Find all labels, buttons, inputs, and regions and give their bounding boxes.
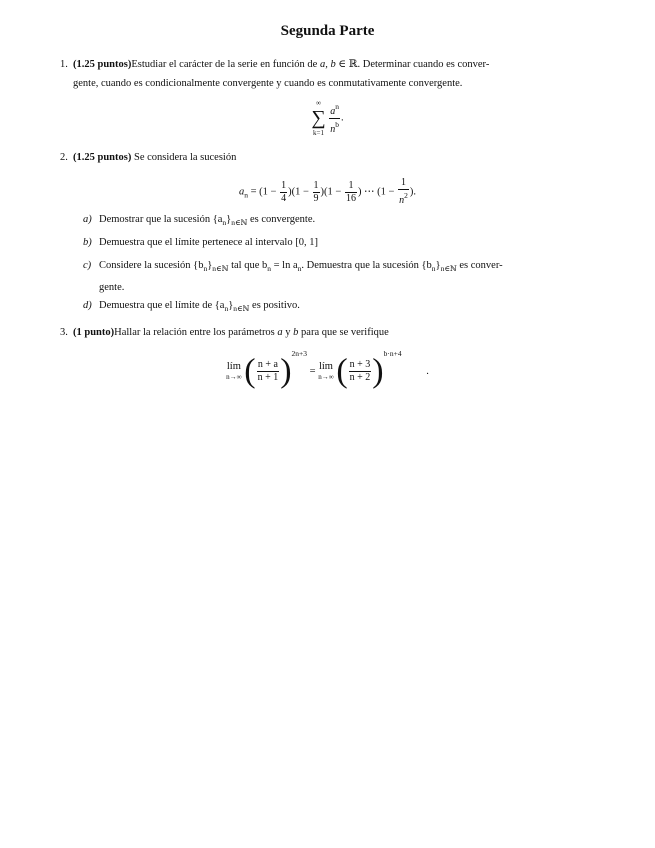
problem-2 (60, 149, 595, 168)
subitem-a: a) Demostrar que la sucesión $\{a_n\}_{n\in ℕ}$ es convergente. (83, 214, 316, 227)
limit-right: lím n→∞ (318, 360, 334, 381)
sequence-formula: $a_n = (1$ − $\frac{1}{4}$ )(1 − $\frac{1}{9}$ )(1 − $\frac{1}{16}$ ) ⋯ (1 − $\frac{1}{n^2}$ ). (239, 177, 416, 206)
problem-text-line2: gente, cuando es condicionalmente convergente y cuando es conmutativamente convergente. (73, 77, 463, 89)
problem-number: 1. (60, 59, 68, 70)
problem-3: 3. (1 punto)Hallar la relación entre los parámetros a y b para que se verifique (60, 324, 595, 343)
problem-text-cont: ∈ ℝ. Determinar cuando es conver- (335, 59, 490, 70)
limit-formula: lím n→∞ ( $\frac{n + a}{n + 1}$ )$^{2n+3}$ = lím n→∞ ( $\frac{n + 3}{n + 2}$ )$^{b\cdot n+4}$ . (226, 349, 429, 390)
problem-1 (60, 56, 595, 93)
problem-text: Estudiar el carácter de la serie en función de (131, 59, 320, 70)
sum-symbol: ∞ ∑ k=1 (311, 99, 326, 137)
subitem-c: c) Considere la sucesión $\{b_n\}_{n\in ℕ}$ tal que $b_n = \ln a_n$. Demuestra que la sucesión $\{b_n\}_{n\in ℕ}$ es conver- gente. (83, 260, 503, 293)
subitem-b: b) Demuestra que el límite pertenece al intervalo [0, 1] (83, 237, 318, 248)
problem-points: (1.25 puntos) (73, 152, 132, 163)
page-title: Segunda Parte (280, 23, 375, 39)
problem-number: 2. (60, 152, 68, 163)
subitem-d: d) Demuestra que el límite de $\{a_n\}_{n\in ℕ}$ es positivo. (83, 300, 300, 313)
problem-points: (1 punto) (73, 327, 115, 338)
problem-number: 3. (60, 327, 68, 338)
problem-points: (1.25 puntos) (73, 59, 132, 70)
problem-vars: a, b (319, 59, 336, 70)
limit-left: lím n→∞ (226, 360, 242, 381)
problem-text: Se considera la sucesión (131, 152, 237, 163)
series-fraction: $\frac{a^n}{n^b}$ (330, 101, 339, 135)
series-formula: ∞ ∑ k=1 $\frac{a^n}{n^b}$ . (311, 99, 344, 137)
